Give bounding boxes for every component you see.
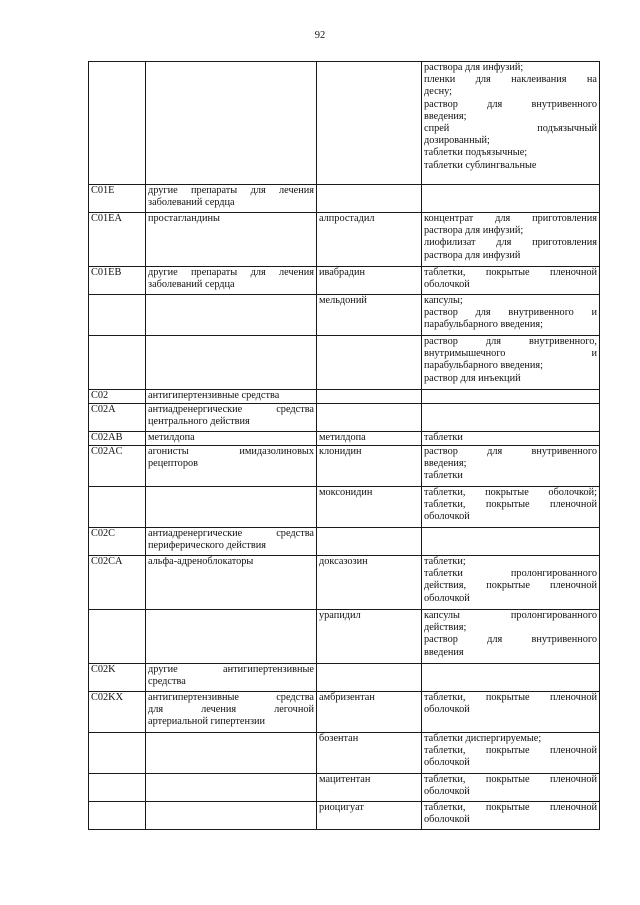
dosage-form-line: оболочкой [424,814,470,826]
atc-code-cell [89,295,146,336]
dosage-form-line: таблетки [424,432,463,443]
anatomical-group-cell [146,487,317,528]
anatomical-group-cell [146,802,317,830]
dosage-form-line: капсулы пролонгированного [424,610,597,621]
table-row [89,610,600,664]
dosage-form-line: действия; [424,622,467,634]
anatomical-group-cell [146,267,317,295]
atc-code-cell: C02A [89,404,146,432]
group-text-line: агонисты имидазолиновых [148,446,314,457]
group-text-line: простагландины [148,213,220,224]
dosage-form-line: раствора для инфузий; [424,62,524,73]
dosage-form-line: таблетки; [424,556,466,567]
dosage-form-line: введения; [424,458,467,470]
table-row [89,802,600,830]
dosage-form-cell [422,802,600,830]
group-text-line: рецепторов [148,458,198,470]
dosage-form-cell [422,446,600,487]
substance-cell [317,185,422,213]
substance-cell: амбризентан [317,692,422,733]
group-text-line: артериальной гипертензии [148,716,266,728]
table-row [89,692,600,733]
substance-cell: урапидил [317,610,422,664]
dosage-form-line: введения; [424,110,467,122]
dosage-form-line: таблетки диспергируемые; [424,733,542,744]
anatomical-group-cell [146,528,317,556]
atc-code-cell [89,733,146,774]
group-text-line: для лечения легочной [148,704,314,716]
dosage-form-line: дозированный; [424,135,490,147]
table-row [89,213,600,267]
dosage-form-line: таблетки, покрытые пленочной [424,802,597,813]
dosage-form-line: раствор для внутривенного, [424,336,597,347]
substance-cell: клонидин [317,446,422,487]
anatomical-group-cell [146,610,317,664]
group-text-line: средства [148,676,186,688]
substance-cell: бозентан [317,733,422,774]
table-row [89,733,600,774]
dosage-form-line: раствора для инфузий; [424,225,524,237]
atc-code-cell [89,610,146,664]
anatomical-group-cell [146,213,317,267]
atc-code-cell: C02AB [89,432,146,446]
dosage-form-line: действия, покрытые пленочной [424,580,597,592]
atc-code-cell: C02CA [89,556,146,610]
dosage-form-line: раствор для внутривенного [424,634,597,646]
dosage-form-line: раствор для внутривенного и [424,307,597,319]
table-row [89,774,600,802]
dosage-form-line: раствор для внутривенного [424,98,597,110]
atc-code-cell [89,774,146,802]
table-row [89,432,600,446]
dosage-form-line: десну; [424,86,453,98]
dosage-form-cell [422,390,600,404]
anatomical-group-cell [146,336,317,390]
group-text-line: другие препараты для лечения [148,185,314,196]
substance-cell [317,664,422,692]
dosage-form-line: таблетки [424,470,463,482]
group-text-line: антигипертензивные средства [148,390,280,401]
dosage-form-line: таблетки сублингвальные [424,159,537,171]
dosage-form-line: таблетки, покрытые пленочной [424,499,597,511]
anatomical-group-cell [146,774,317,802]
dosage-form-line: парабульбарного введения; [424,360,544,372]
table-row [89,295,600,336]
table-row [89,62,600,185]
group-text-line: заболеваний сердца [148,197,235,209]
substance-cell [317,404,422,432]
dosage-form-cell [422,185,600,213]
group-text-line: другие антигипертензивные [148,664,314,675]
anatomical-group-cell [146,295,317,336]
anatomical-group-cell [146,556,317,610]
dosage-form-cell [422,62,600,185]
anatomical-group-cell [146,404,317,432]
anatomical-group-cell [146,185,317,213]
atc-code-cell: C02C [89,528,146,556]
substance-cell: алпростадил [317,213,422,267]
atc-code-cell [89,336,146,390]
dosage-form-line: таблетки, покрытые пленочной [424,267,597,278]
dosage-form-line: таблетки, покрытые оболочкой; [424,487,597,498]
atc-code-cell: C02KX [89,692,146,733]
dosage-form-line: лиофилизат для приготовления [424,237,597,249]
anatomical-group-cell [146,446,317,487]
dosage-form-line: парабульбарного введения; [424,319,544,331]
group-text-line: другие препараты для лечения [148,267,314,278]
group-text-line: периферического действия [148,540,267,552]
dosage-form-cell [422,213,600,267]
atc-code-cell: C01EB [89,267,146,295]
dosage-form-line: оболочкой [424,592,470,604]
substance-cell [317,336,422,390]
dosage-form-line: внутримышечного и [424,348,597,360]
anatomical-group-cell [146,432,317,446]
dosage-form-cell [422,664,600,692]
atc-code-cell: C02K [89,664,146,692]
dosage-form-line: спрей подъязычный [424,123,597,135]
dosage-form-line: введения [424,646,464,658]
substance-cell: риоцигуат [317,802,422,830]
table-row [89,528,600,556]
table-row [89,267,600,295]
dosage-form-line: концентрат для приготовления [424,213,597,224]
table-row [89,390,600,404]
table-row [89,185,600,213]
dosage-form-line: раствора для инфузий [424,249,521,261]
dosage-form-line: капсулы; [424,295,463,306]
atc-code-cell [89,62,146,185]
atc-code-cell [89,802,146,830]
atc-code-cell [89,487,146,528]
table-row [89,556,600,610]
dosage-form-cell [422,528,600,556]
dosage-form-cell [422,610,600,664]
dosage-form-cell [422,692,600,733]
table-row [89,664,600,692]
group-text-line: антиадренергические средства [148,404,314,415]
dosage-form-cell [422,404,600,432]
substance-cell: мельдоний [317,295,422,336]
substance-cell: мацитентан [317,774,422,802]
group-text-line: альфа-адреноблокаторы [148,556,254,567]
dosage-form-line: раствор для инъекций [424,372,521,384]
group-text-line: заболеваний сердца [148,279,235,291]
substance-cell: моксонидин [317,487,422,528]
dosage-form-cell [422,733,600,774]
dosage-form-line: таблетки, покрытые пленочной [424,692,597,703]
substance-cell [317,390,422,404]
dosage-form-line: таблетки, покрытые пленочной [424,745,597,757]
dosage-form-cell [422,432,600,446]
dosage-form-line: таблетки, покрытые пленочной [424,774,597,785]
anatomical-group-cell [146,62,317,185]
dosage-form-line: раствор для внутривенного [424,446,597,457]
dosage-form-line: оболочкой [424,511,470,523]
atc-code-cell: C02 [89,390,146,404]
atc-code-cell: C01E [89,185,146,213]
substance-cell: доксазозин [317,556,422,610]
dosage-form-line: таблетки подъязычные; [424,147,528,159]
atc-code-cell: C01EA [89,213,146,267]
dosage-form-cell [422,774,600,802]
drug-table [88,61,600,830]
table-row [89,404,600,432]
anatomical-group-cell [146,733,317,774]
dosage-form-cell [422,487,600,528]
anatomical-group-cell [146,390,317,404]
anatomical-group-cell [146,692,317,733]
substance-cell: ивабрадин [317,267,422,295]
page-number: 92 [314,30,326,41]
anatomical-group-cell [146,664,317,692]
atc-code-cell: C02AC [89,446,146,487]
dosage-form-line: оболочкой [424,786,470,798]
dosage-form-cell [422,295,600,336]
dosage-form-line: оболочкой [424,757,470,769]
group-text-line: антигипертензивные средства [148,692,314,703]
table-row [89,336,600,390]
dosage-form-cell [422,556,600,610]
substance-cell: метилдопа [317,432,422,446]
dosage-form-cell [422,267,600,295]
table-row [89,446,600,487]
group-text-line: антиадренергические средства [148,528,314,539]
dosage-form-line: оболочкой [424,279,470,291]
dosage-form-cell [422,336,600,390]
dosage-form-line: пленки для наклеивания на [424,74,597,86]
group-text-line: метилдопа [148,432,195,443]
substance-cell [317,528,422,556]
dosage-form-line: таблетки пролонгированного [424,568,597,580]
dosage-form-line: оболочкой [424,704,470,716]
table-row [89,487,600,528]
group-text-line: центрального действия [148,416,250,428]
substance-cell [317,62,422,185]
table-body [89,62,600,830]
